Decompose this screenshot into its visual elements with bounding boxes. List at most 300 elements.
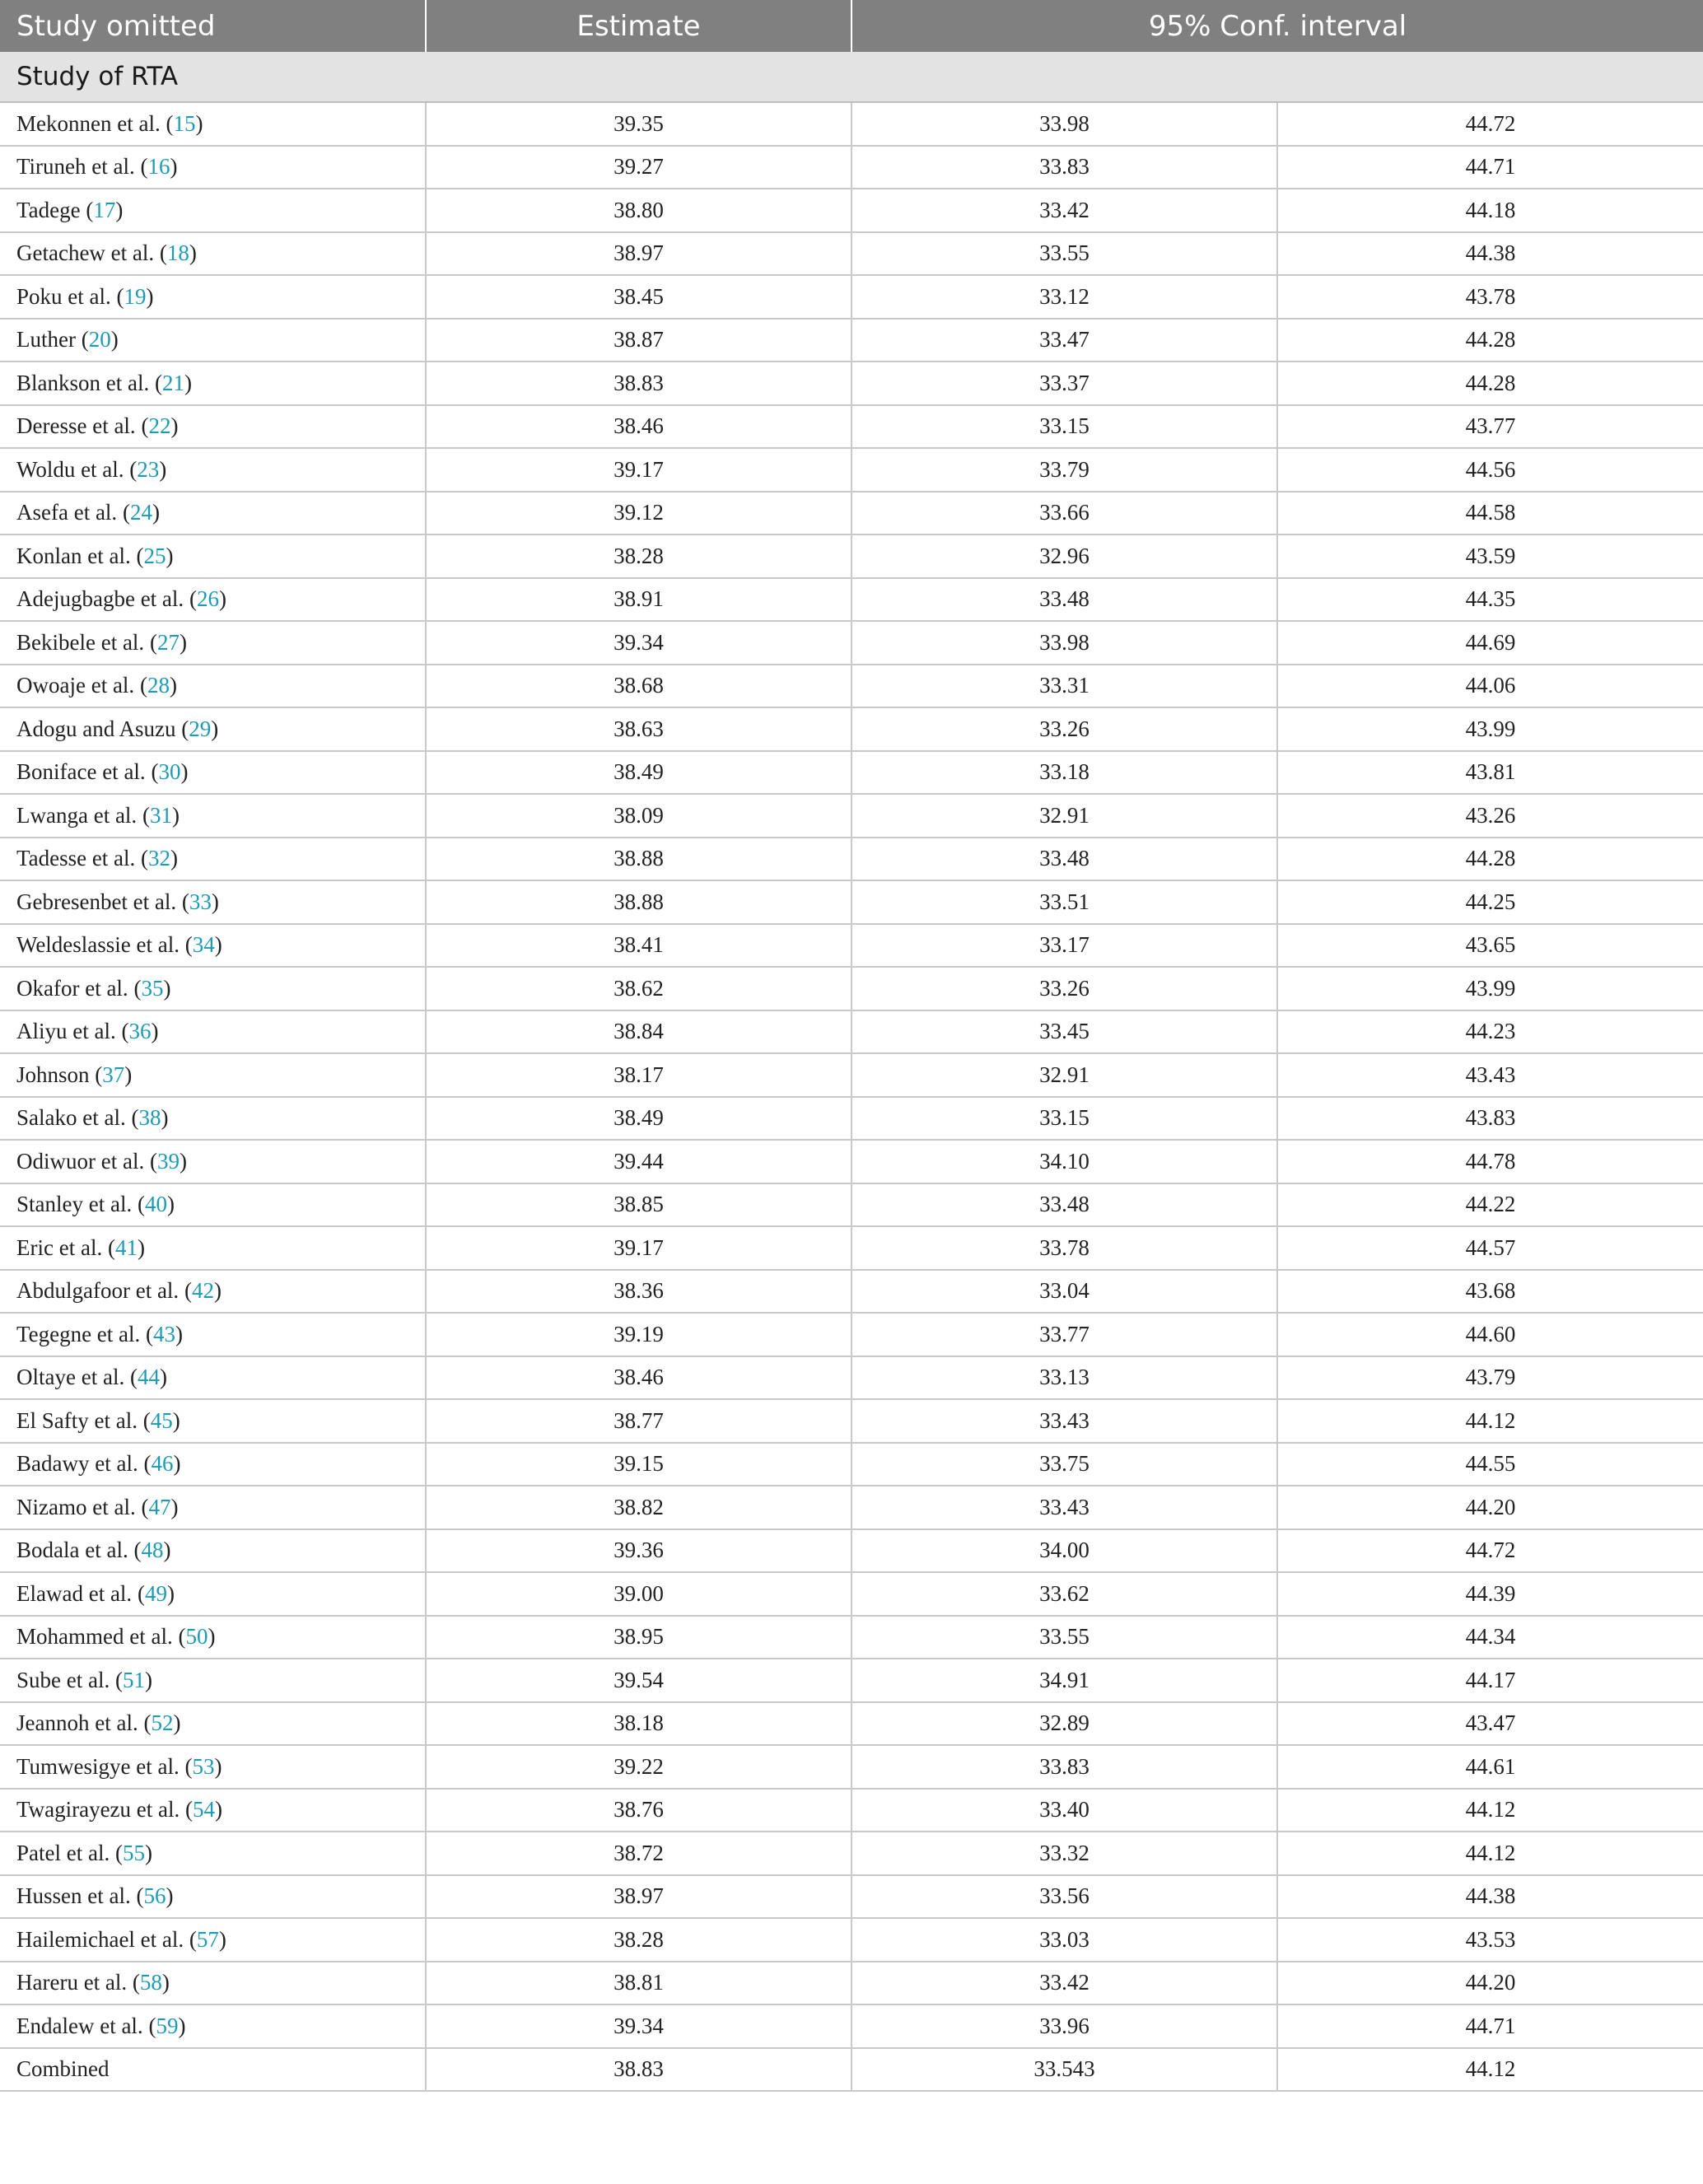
study-cell: Tadesse et al. (32)	[0, 838, 426, 881]
reference-link[interactable]: 41	[114, 1234, 138, 1260]
ci-lower-cell: 32.96	[852, 534, 1277, 578]
study-cell: Jeannoh et al. (52)	[0, 1702, 426, 1746]
ci-upper-cell: 44.06	[1277, 665, 1703, 708]
study-name: Lwanga et al.	[16, 802, 138, 828]
ci-upper-cell: 44.58	[1277, 492, 1703, 535]
ci-upper-cell: 44.28	[1277, 838, 1703, 881]
section-row	[0, 52, 1703, 102]
reference-link[interactable]: 25	[143, 543, 166, 568]
table-row	[0, 794, 1703, 838]
reference-link[interactable]: 23	[137, 456, 160, 482]
ci-upper-cell: 44.28	[1277, 362, 1703, 405]
study-name: Tumwesigye et al.	[16, 1753, 180, 1779]
ci-lower-cell: 33.51	[852, 880, 1277, 924]
study-name: Hareru et al.	[16, 1970, 128, 1995]
table-row	[0, 1097, 1703, 1141]
study-name: Luther	[16, 327, 76, 352]
table-row	[0, 189, 1703, 232]
study-cell: Owoaje et al. (28)	[0, 665, 426, 708]
ci-upper-cell: 43.26	[1277, 794, 1703, 838]
study-cell: Hussen et al. (56)	[0, 1875, 426, 1919]
study-cell: Stanley et al. (40)	[0, 1183, 426, 1227]
estimate-cell: 39.35	[426, 102, 852, 146]
study-cell: Deresse et al. (22)	[0, 405, 426, 449]
ci-lower-cell: 33.37	[852, 362, 1277, 405]
study-cell: Badawy et al. (46)	[0, 1443, 426, 1486]
study-name: Owoaje et al.	[16, 673, 135, 698]
reference-link[interactable]: 48	[141, 1538, 164, 1563]
ci-lower-cell: 33.98	[852, 102, 1277, 146]
study-cell: Mohammed et al. (50)	[0, 1616, 426, 1659]
ci-lower-cell: 33.66	[852, 492, 1277, 535]
ci-lower-cell: 33.42	[852, 189, 1277, 232]
study-cell: Weldeslassie et al. (34)	[0, 924, 426, 968]
estimate-cell: 39.34	[426, 621, 852, 665]
header-conf-interval: 95% Conf. interval	[852, 0, 1703, 52]
ci-upper-cell: 44.34	[1277, 1616, 1703, 1659]
ci-upper-cell: 44.18	[1277, 189, 1703, 232]
ci-lower-cell: 33.56	[852, 1875, 1277, 1919]
reference-link[interactable]: 55	[122, 1840, 145, 1865]
study-name: Nizamo et al.	[16, 1494, 136, 1519]
table-row	[0, 1659, 1703, 1702]
reference-link[interactable]: 50	[185, 1624, 208, 1650]
table-row	[0, 1789, 1703, 1832]
study-name: Deresse et al.	[16, 413, 136, 439]
ci-upper-cell: 44.12	[1277, 1789, 1703, 1832]
ci-lower-cell: 34.91	[852, 1659, 1277, 1702]
estimate-cell: 38.09	[426, 794, 852, 838]
study-cell: Gebresenbet et al. (33)	[0, 880, 426, 924]
study-name: Bodala et al.	[16, 1538, 128, 1563]
study-name: Badawy et al.	[16, 1451, 138, 1477]
estimate-cell: 38.82	[426, 1486, 852, 1529]
ci-lower-cell: 33.78	[852, 1226, 1277, 1270]
estimate-cell: 38.91	[426, 578, 852, 622]
table-row	[0, 102, 1703, 146]
ci-lower-cell: 33.31	[852, 665, 1277, 708]
reference-link[interactable]: 17	[93, 197, 116, 222]
study-name: Patel et al.	[16, 1840, 110, 1865]
table-row	[0, 2004, 1703, 2048]
ci-upper-cell: 44.12	[1277, 2048, 1703, 2092]
estimate-cell: 39.44	[426, 1140, 852, 1183]
ci-lower-cell: 33.17	[852, 924, 1277, 968]
study-cell: El Safty et al. (45)	[0, 1399, 426, 1443]
ci-upper-cell: 44.23	[1277, 1010, 1703, 1054]
estimate-cell: 39.36	[426, 1529, 852, 1573]
ci-lower-cell: 33.79	[852, 448, 1277, 492]
ci-lower-cell: 33.03	[852, 1918, 1277, 1962]
header-estimate: Estimate	[426, 0, 852, 52]
reference-link[interactable]: 54	[193, 1797, 216, 1822]
study-cell: Okafor et al. (35)	[0, 967, 426, 1010]
estimate-cell: 38.95	[426, 1616, 852, 1659]
study-name: Oltaye et al.	[16, 1365, 125, 1390]
study-cell: Tadege (17)	[0, 189, 426, 232]
ci-lower-cell: 33.15	[852, 405, 1277, 449]
study-cell: Hareru et al. (58)	[0, 1962, 426, 2005]
study-cell: Konlan et al. (25)	[0, 534, 426, 578]
ci-lower-cell: 32.91	[852, 794, 1277, 838]
reference-link[interactable]: 36	[128, 1019, 152, 1044]
table-row	[0, 1010, 1703, 1054]
estimate-cell: 38.68	[426, 665, 852, 708]
ci-upper-cell: 43.99	[1277, 707, 1703, 751]
study-cell: Mekonnen et al. (15)	[0, 102, 426, 146]
estimate-cell: 38.83	[426, 362, 852, 405]
table-row	[0, 1226, 1703, 1270]
ci-lower-cell: 33.48	[852, 1183, 1277, 1227]
estimate-cell: 38.49	[426, 751, 852, 795]
study-name: Abdulgafoor et al.	[16, 1278, 180, 1304]
table-row	[0, 1572, 1703, 1616]
study-name: Okafor et al.	[16, 975, 128, 1001]
estimate-cell: 38.80	[426, 189, 852, 232]
estimate-cell: 38.18	[426, 1702, 852, 1746]
reference-link[interactable]: 28	[147, 673, 170, 698]
ci-lower-cell: 33.04	[852, 1270, 1277, 1314]
estimate-cell: 38.41	[426, 924, 852, 968]
ci-upper-cell: 44.25	[1277, 880, 1703, 924]
study-name: Sube et al.	[16, 1667, 110, 1692]
estimate-cell: 39.54	[426, 1659, 852, 1702]
table-row	[0, 621, 1703, 665]
ci-upper-cell: 43.83	[1277, 1097, 1703, 1141]
ci-lower-cell: 33.96	[852, 2004, 1277, 2048]
estimate-cell: 38.97	[426, 232, 852, 276]
estimate-cell: 39.15	[426, 1443, 852, 1486]
table-row	[0, 1053, 1703, 1097]
reference-link[interactable]: 43	[153, 1321, 176, 1346]
ci-lower-cell: 33.77	[852, 1313, 1277, 1356]
table-body	[0, 102, 1703, 2091]
ci-upper-cell: 44.72	[1277, 1529, 1703, 1573]
study-cell: Eric et al. (41)	[0, 1226, 426, 1270]
ci-lower-cell: 33.45	[852, 1010, 1277, 1054]
ci-upper-cell: 44.69	[1277, 621, 1703, 665]
reference-link[interactable]: 35	[141, 975, 164, 1001]
table-row	[0, 665, 1703, 708]
study-name: Endalew et al.	[16, 2013, 143, 2038]
table-row	[0, 405, 1703, 449]
estimate-cell: 39.34	[426, 2004, 852, 2048]
ci-upper-cell: 43.81	[1277, 751, 1703, 795]
reference-link[interactable]: 59	[156, 2013, 179, 2038]
ci-upper-cell: 44.71	[1277, 2004, 1703, 2048]
ci-upper-cell: 43.99	[1277, 967, 1703, 1010]
ci-upper-cell: 44.22	[1277, 1183, 1703, 1227]
table-row	[0, 1875, 1703, 1919]
ci-lower-cell: 33.543	[852, 2048, 1277, 2092]
table-row	[0, 751, 1703, 795]
study-cell: Johnson (37)	[0, 1053, 426, 1097]
study-name: Elawad et al.	[16, 1580, 133, 1606]
ci-upper-cell: 44.12	[1277, 1399, 1703, 1443]
ci-upper-cell: 44.57	[1277, 1226, 1703, 1270]
estimate-cell: 38.46	[426, 1356, 852, 1400]
reference-link[interactable]: 42	[191, 1278, 214, 1304]
ci-lower-cell: 33.15	[852, 1097, 1277, 1141]
reference-link[interactable]: 39	[156, 1148, 180, 1174]
table-row	[0, 362, 1703, 405]
study-name: Konlan et al.	[16, 543, 131, 568]
table-row	[0, 1356, 1703, 1400]
estimate-cell: 39.19	[426, 1313, 852, 1356]
header-study-omitted: Study omitted	[0, 0, 426, 52]
table-row	[0, 534, 1703, 578]
study-cell: Tegegne et al. (43)	[0, 1313, 426, 1356]
reference-link[interactable]: 37	[102, 1062, 125, 1087]
ci-upper-cell: 44.20	[1277, 1486, 1703, 1529]
study-cell: Sube et al. (51)	[0, 1659, 426, 1702]
reference-link[interactable]: 26	[196, 586, 219, 612]
ci-upper-cell: 44.61	[1277, 1745, 1703, 1789]
study-name: Boniface et al.	[16, 759, 146, 785]
table-row	[0, 578, 1703, 622]
ci-upper-cell: 44.72	[1277, 102, 1703, 146]
table-row	[0, 1745, 1703, 1789]
reference-link[interactable]: 38	[138, 1105, 161, 1131]
reference-link[interactable]: 40	[144, 1192, 167, 1217]
ci-lower-cell: 33.62	[852, 1572, 1277, 1616]
table-row	[0, 1443, 1703, 1486]
ci-upper-cell: 43.79	[1277, 1356, 1703, 1400]
estimate-cell: 38.77	[426, 1399, 852, 1443]
estimate-cell: 39.17	[426, 1226, 852, 1270]
ci-lower-cell: 33.48	[852, 578, 1277, 622]
table-row	[0, 1183, 1703, 1227]
study-name: Jeannoh et al.	[16, 1710, 138, 1736]
reference-link[interactable]: 58	[139, 1970, 162, 1995]
table-row	[0, 1918, 1703, 1962]
study-cell: Getachew et al. (18)	[0, 232, 426, 276]
estimate-cell: 38.45	[426, 275, 852, 319]
study-name: Salako et al.	[16, 1105, 126, 1131]
estimate-cell: 38.87	[426, 319, 852, 362]
study-cell: Odiwuor et al. (39)	[0, 1140, 426, 1183]
header-row	[0, 0, 1703, 52]
estimate-cell: 39.27	[426, 146, 852, 189]
ci-lower-cell: 34.00	[852, 1529, 1277, 1573]
estimate-cell: 38.46	[426, 405, 852, 449]
reference-link[interactable]: 51	[122, 1667, 145, 1692]
estimate-cell: 38.76	[426, 1789, 852, 1832]
section-title: Study of RTA	[0, 52, 1703, 102]
study-name: Johnson	[16, 1062, 90, 1087]
ci-upper-cell: 43.65	[1277, 924, 1703, 968]
study-name: Tadesse et al.	[16, 846, 136, 871]
reference-link[interactable]: 56	[143, 1883, 166, 1909]
reference-link[interactable]: 53	[192, 1753, 215, 1779]
study-name: Bekibele et al.	[16, 629, 145, 655]
reference-link[interactable]: 22	[148, 413, 171, 439]
table-row	[0, 2048, 1703, 2092]
ci-lower-cell: 33.43	[852, 1486, 1277, 1529]
study-cell: Luther (20)	[0, 319, 426, 362]
ci-lower-cell: 33.18	[852, 751, 1277, 795]
ci-lower-cell: 33.26	[852, 707, 1277, 751]
ci-lower-cell: 32.91	[852, 1053, 1277, 1097]
study-name: Woldu et al.	[16, 456, 124, 482]
reference-link[interactable]: 49	[144, 1580, 167, 1606]
table-row	[0, 1140, 1703, 1183]
ci-upper-cell: 44.35	[1277, 578, 1703, 622]
study-cell: Tumwesigye et al. (53)	[0, 1745, 426, 1789]
table-row	[0, 146, 1703, 189]
study-name: Twagirayezu et al.	[16, 1797, 180, 1822]
study-cell: Salako et al. (38)	[0, 1097, 426, 1141]
estimate-cell: 38.88	[426, 838, 852, 881]
study-cell: Adejugbagbe et al. (26)	[0, 578, 426, 622]
table-row	[0, 275, 1703, 319]
study-cell: Blankson et al. (21)	[0, 362, 426, 405]
table-row	[0, 1486, 1703, 1529]
study-name: Getachew et al.	[16, 240, 155, 266]
reference-link[interactable]: 24	[129, 500, 152, 525]
table-row	[0, 880, 1703, 924]
ci-lower-cell: 33.98	[852, 621, 1277, 665]
table-row	[0, 1270, 1703, 1314]
study-name: Gebresenbet et al.	[16, 889, 177, 914]
ci-lower-cell: 33.83	[852, 1745, 1277, 1789]
ci-lower-cell: 33.55	[852, 1616, 1277, 1659]
ci-lower-cell: 33.48	[852, 838, 1277, 881]
study-name: Hailemichael et al.	[16, 1926, 184, 1952]
ci-upper-cell: 44.56	[1277, 448, 1703, 492]
study-name: Adogu and Asuzu	[16, 716, 176, 741]
ci-lower-cell: 33.12	[852, 275, 1277, 319]
study-cell: Boniface et al. (30)	[0, 751, 426, 795]
ci-lower-cell: 33.55	[852, 232, 1277, 276]
ci-upper-cell: 43.68	[1277, 1270, 1703, 1314]
ci-lower-cell: 33.32	[852, 1832, 1277, 1875]
table-row	[0, 492, 1703, 535]
study-name: Mohammed et al.	[16, 1624, 173, 1650]
study-name: Poku et al.	[16, 283, 111, 309]
study-cell: Elawad et al. (49)	[0, 1572, 426, 1616]
reference-link[interactable]: 31	[149, 802, 172, 828]
reference-link[interactable]: 45	[150, 1407, 173, 1433]
estimate-cell: 38.83	[426, 2048, 852, 2092]
ci-upper-cell: 44.12	[1277, 1832, 1703, 1875]
ci-lower-cell: 33.26	[852, 967, 1277, 1010]
reference-link[interactable]: 57	[196, 1926, 219, 1952]
table-row	[0, 232, 1703, 276]
reference-link[interactable]: 44	[137, 1365, 160, 1390]
ci-lower-cell: 33.40	[852, 1789, 1277, 1832]
estimate-cell: 38.62	[426, 967, 852, 1010]
reference-link[interactable]: 46	[151, 1451, 174, 1477]
study-name: Tegegne et al.	[16, 1321, 141, 1346]
table-row	[0, 1399, 1703, 1443]
study-name: Tiruneh et al.	[16, 154, 135, 180]
study-cell: Adogu and Asuzu (29)	[0, 707, 426, 751]
study-cell: Poku et al. (19)	[0, 275, 426, 319]
study-name: Adejugbagbe et al.	[16, 586, 184, 612]
ci-lower-cell: 33.42	[852, 1962, 1277, 2005]
study-cell: Bekibele et al. (27)	[0, 621, 426, 665]
study-cell: Endalew et al. (59)	[0, 2004, 426, 2048]
study-name: Asefa et al.	[16, 500, 118, 525]
table-row	[0, 924, 1703, 968]
table-row	[0, 1702, 1703, 1746]
study-cell: Woldu et al. (23)	[0, 448, 426, 492]
study-name: Combined	[16, 2056, 110, 2082]
study-cell: Aliyu et al. (36)	[0, 1010, 426, 1054]
estimate-cell: 38.81	[426, 1962, 852, 2005]
reference-link[interactable]: 34	[192, 932, 215, 958]
ci-lower-cell: 33.75	[852, 1443, 1277, 1486]
ci-upper-cell: 44.60	[1277, 1313, 1703, 1356]
estimate-cell: 38.17	[426, 1053, 852, 1097]
study-cell	[0, 2048, 426, 2092]
ci-upper-cell: 44.55	[1277, 1443, 1703, 1486]
estimate-cell: 39.17	[426, 448, 852, 492]
study-name: Stanley et al.	[16, 1192, 133, 1217]
reference-link[interactable]: 20	[88, 327, 111, 352]
ci-upper-cell: 43.47	[1277, 1702, 1703, 1746]
reference-link[interactable]: 47	[148, 1494, 171, 1519]
table-row	[0, 448, 1703, 492]
table-row	[0, 1529, 1703, 1573]
table-row	[0, 707, 1703, 751]
reference-link[interactable]: 15	[173, 110, 196, 136]
reference-link[interactable]: 19	[124, 283, 147, 309]
ci-upper-cell: 44.20	[1277, 1962, 1703, 2005]
reference-link[interactable]: 27	[156, 629, 180, 655]
estimate-cell: 38.88	[426, 880, 852, 924]
table-row	[0, 838, 1703, 881]
estimate-cell: 38.28	[426, 1918, 852, 1962]
ci-lower-cell: 32.89	[852, 1702, 1277, 1746]
ci-lower-cell: 34.10	[852, 1140, 1277, 1183]
estimate-cell: 38.36	[426, 1270, 852, 1314]
ci-upper-cell: 44.71	[1277, 146, 1703, 189]
estimate-cell: 38.49	[426, 1097, 852, 1141]
reference-link[interactable]: 21	[161, 370, 184, 395]
table-row	[0, 967, 1703, 1010]
study-name: Aliyu et al.	[16, 1019, 116, 1044]
estimate-cell: 38.85	[426, 1183, 852, 1227]
table-row	[0, 1313, 1703, 1356]
study-name: Hussen et al.	[16, 1883, 131, 1909]
estimate-cell: 39.12	[426, 492, 852, 535]
ci-lower-cell: 33.83	[852, 146, 1277, 189]
study-cell: Lwanga et al. (31)	[0, 794, 426, 838]
reference-link[interactable]: 30	[158, 759, 181, 785]
reference-link[interactable]: 52	[151, 1710, 174, 1736]
study-name: Weldeslassie et al.	[16, 932, 180, 958]
study-cell: Hailemichael et al. (57)	[0, 1918, 426, 1962]
ci-lower-cell: 33.47	[852, 319, 1277, 362]
reference-link[interactable]: 29	[189, 716, 212, 741]
reference-link[interactable]: 18	[166, 240, 189, 266]
ci-upper-cell: 44.38	[1277, 1875, 1703, 1919]
ci-upper-cell: 43.53	[1277, 1918, 1703, 1962]
ci-upper-cell: 44.17	[1277, 1659, 1703, 1702]
table-row	[0, 319, 1703, 362]
reference-link[interactable]: 32	[148, 846, 171, 871]
table-row	[0, 1962, 1703, 2005]
study-cell: Abdulgafoor et al. (42)	[0, 1270, 426, 1314]
estimate-cell: 38.84	[426, 1010, 852, 1054]
study-cell: Patel et al. (55)	[0, 1832, 426, 1875]
reference-link[interactable]: 16	[147, 154, 170, 180]
ci-lower-cell: 33.13	[852, 1356, 1277, 1400]
ci-upper-cell: 44.38	[1277, 232, 1703, 276]
reference-link[interactable]: 33	[189, 889, 212, 914]
